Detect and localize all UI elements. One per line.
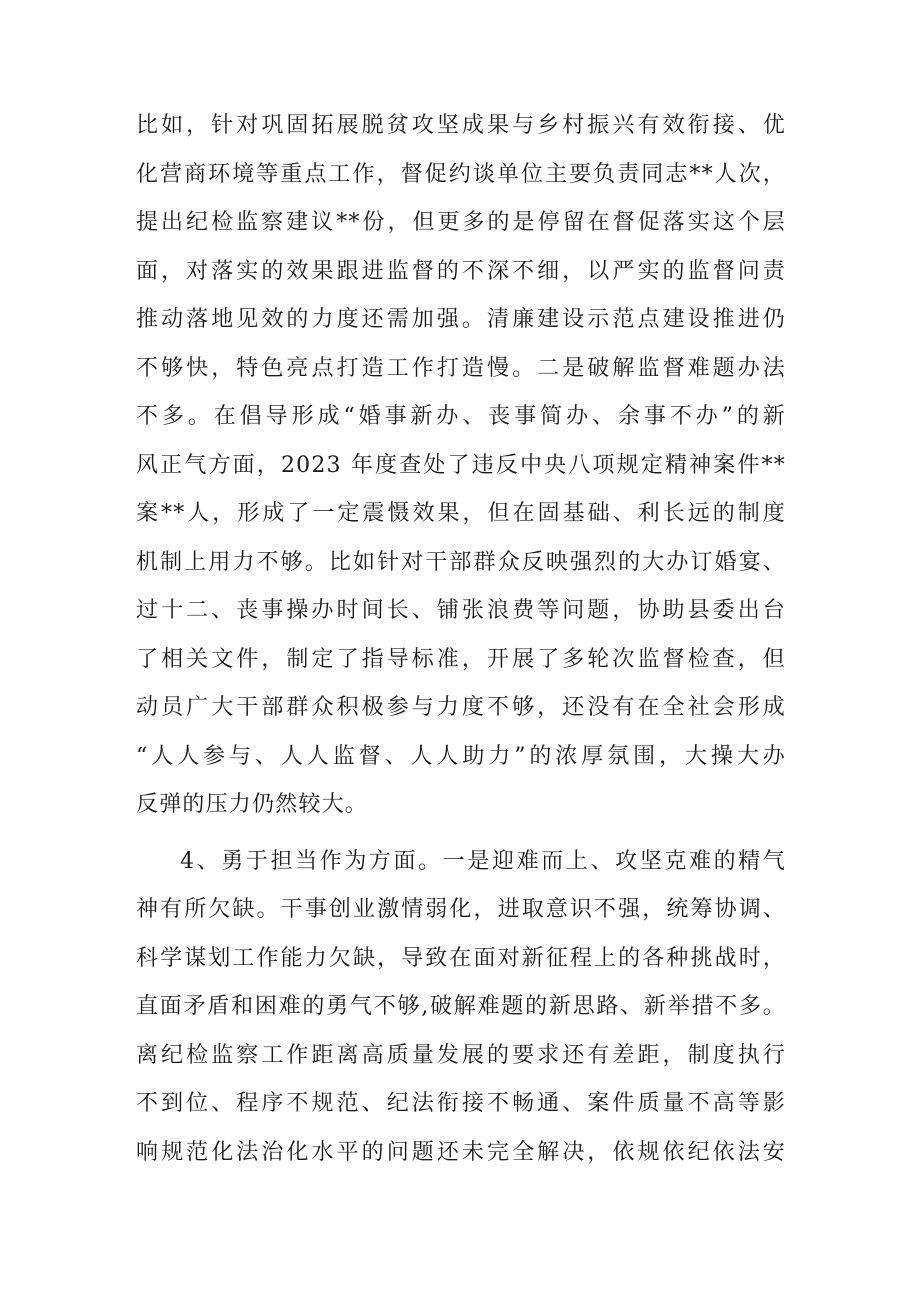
text-line: 科学谋划工作能力欠缺，导致在面对新征程上的各种挑战时， [136,945,786,971]
text-line: 反弹的压力仍然较大。 [136,792,369,817]
text-line: 了相关文件，制定了指导标准，开展了多轮次监督检查，但 [136,646,786,672]
text-line: 案**人，形成了一定震慑效果，但在固基础、利长远的制度 [136,501,786,526]
text-line: 直面矛盾和困难的勇气不够,破解难题的新思路、新举措不多。 [136,994,786,1019]
text-line: “人人参与、人人监督、人人助力”的浓厚氛围，大操大办 [136,743,786,769]
text-line: 不到位、程序不规范、纪法衔接不畅通、案件质量不高等影 [136,1091,786,1116]
paragraph-2 [136,838,786,1178]
text-line: 不多。在倡导形成“婚事新办、丧事简办、余事不办”的新 [136,404,786,429]
text-line: 动员广大干部群众积极参与力度不够，还没有在全社会形成 [136,695,786,720]
text-line: 不够快，特色亮点打造工作打造慢。二是破解监督难题办法 [136,355,786,381]
text-line: 神有所欠缺。干事创业激情弱化，进取意识不强，统筹协调、 [136,897,786,922]
text-line: 过十二、丧事操办时间长、铺张浪费等问题，协助县委出台 [136,598,786,623]
text-line: 4、勇于担当作为方面。一是迎难而上、攻坚克难的精气 [180,848,786,874]
paragraph-spacer [136,830,786,838]
text-line: 面，对落实的效果跟进监督的不深不细，以严实的监督问责 [136,258,786,284]
text-line: 机制上用力不够。比如针对干部群众反映强烈的大办订婚宴、 [136,549,786,575]
paragraph-1 [136,102,786,830]
body-text [136,102,786,1177]
text-line: 推动落地见效的力度还需加强。清廉建设示范点建设推进仍 [136,307,786,332]
text-line: 提出纪检监察建议**份，但更多的是停留在督促落实这个层 [136,210,786,235]
text-line: 风正气方面，2023 年度查处了违反中央八项规定精神案件** [136,452,786,478]
text-line: 化营商环境等重点工作，督促约谈单位主要负责同志**人次， [136,161,786,187]
text-line: 比如，针对巩固拓展脱贫攻坚成果与乡村振兴有效衔接、优 [136,113,786,138]
text-line: 响规范化法治化水平的问题还未完全解决，依规依纪依法安 [136,1139,786,1165]
text-line: 离纪检监察工作距离高质量发展的要求还有差距，制度执行 [136,1042,786,1068]
